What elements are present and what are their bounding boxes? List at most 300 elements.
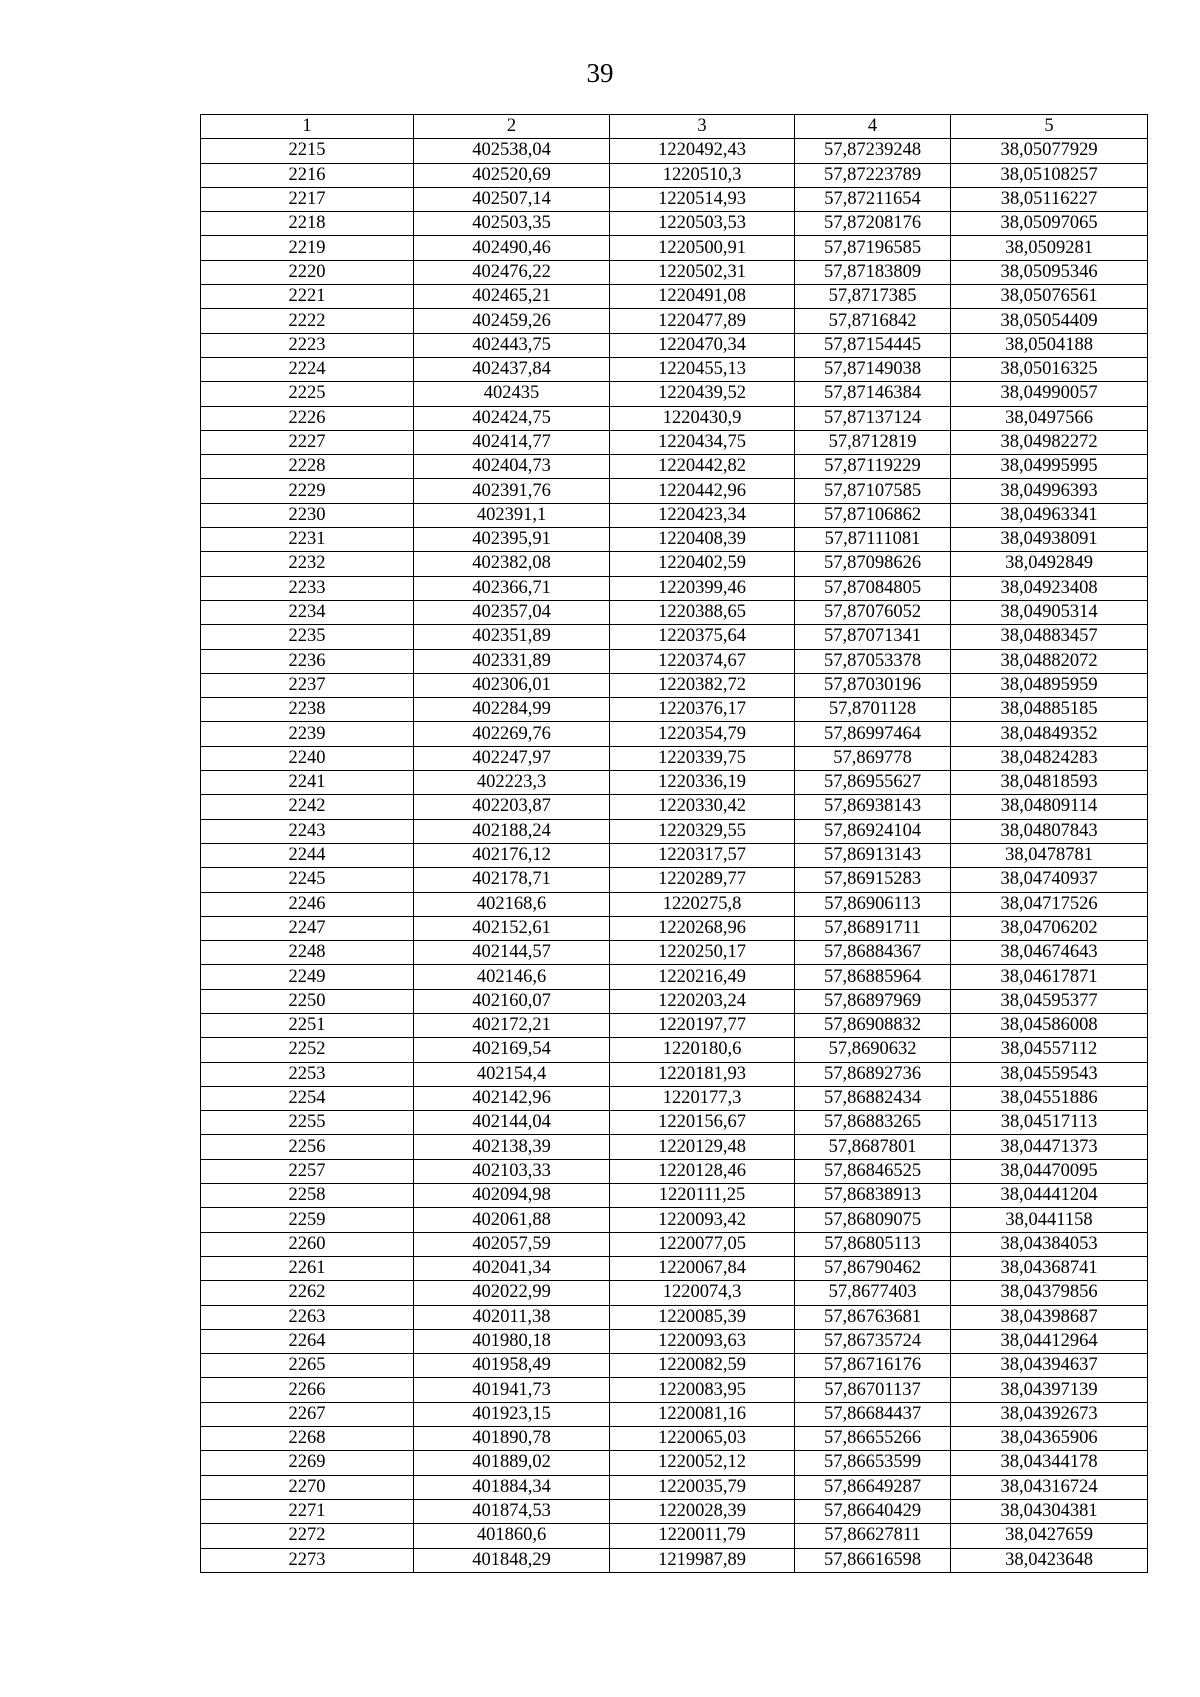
cell-latitude: 57,87030196 bbox=[795, 673, 951, 697]
cell-latitude: 57,87211654 bbox=[795, 187, 951, 211]
cell-latitude: 57,86938143 bbox=[795, 795, 951, 819]
table-header bbox=[201, 115, 1148, 139]
cell-latitude: 57,87119229 bbox=[795, 455, 951, 479]
cell-longitude: 38,04895959 bbox=[951, 673, 1148, 697]
cell-latitude: 57,87098626 bbox=[795, 552, 951, 576]
column-header-1: 1 bbox=[201, 115, 414, 139]
cell-x-coordinate: 402154,4 bbox=[414, 1062, 610, 1086]
cell-point-number: 2228 bbox=[201, 455, 414, 479]
cell-longitude: 38,05076561 bbox=[951, 285, 1148, 309]
cell-latitude: 57,87111081 bbox=[795, 528, 951, 552]
table-row bbox=[201, 625, 1148, 649]
cell-latitude: 57,8677403 bbox=[795, 1281, 951, 1305]
cell-longitude: 38,04412964 bbox=[951, 1329, 1148, 1353]
cell-point-number: 2263 bbox=[201, 1305, 414, 1329]
cell-x-coordinate: 402061,88 bbox=[414, 1208, 610, 1232]
cell-x-coordinate: 401958,49 bbox=[414, 1354, 610, 1378]
cell-x-coordinate: 402269,76 bbox=[414, 722, 610, 746]
cell-y-coordinate: 1220216,49 bbox=[610, 965, 795, 989]
cell-x-coordinate: 402443,75 bbox=[414, 333, 610, 357]
table-row bbox=[201, 916, 1148, 940]
cell-x-coordinate: 402172,21 bbox=[414, 1013, 610, 1037]
cell-y-coordinate: 1220083,95 bbox=[610, 1378, 795, 1402]
cell-point-number: 2234 bbox=[201, 600, 414, 624]
cell-longitude: 38,04304381 bbox=[951, 1499, 1148, 1523]
table-row bbox=[201, 1451, 1148, 1475]
table-row bbox=[201, 1548, 1148, 1572]
table-row bbox=[201, 1378, 1148, 1402]
table-row bbox=[201, 1062, 1148, 1086]
cell-latitude: 57,8690632 bbox=[795, 1038, 951, 1062]
cell-x-coordinate: 402094,98 bbox=[414, 1184, 610, 1208]
table-row bbox=[201, 649, 1148, 673]
cell-point-number: 2224 bbox=[201, 357, 414, 381]
cell-point-number: 2221 bbox=[201, 285, 414, 309]
cell-longitude: 38,05077929 bbox=[951, 139, 1148, 163]
cell-y-coordinate: 1220203,24 bbox=[610, 989, 795, 1013]
cell-point-number: 2261 bbox=[201, 1256, 414, 1280]
cell-latitude: 57,86735724 bbox=[795, 1329, 951, 1353]
cell-point-number: 2218 bbox=[201, 212, 414, 236]
table-row bbox=[201, 722, 1148, 746]
table-row bbox=[201, 479, 1148, 503]
cell-latitude: 57,87053378 bbox=[795, 649, 951, 673]
cell-x-coordinate: 402188,24 bbox=[414, 819, 610, 843]
cell-x-coordinate: 401923,15 bbox=[414, 1402, 610, 1426]
cell-latitude: 57,86790462 bbox=[795, 1256, 951, 1280]
cell-latitude: 57,87223789 bbox=[795, 163, 951, 187]
cell-point-number: 2243 bbox=[201, 819, 414, 843]
cell-longitude: 38,04990057 bbox=[951, 382, 1148, 406]
cell-point-number: 2237 bbox=[201, 673, 414, 697]
cell-y-coordinate: 1220093,42 bbox=[610, 1208, 795, 1232]
cell-latitude: 57,86906113 bbox=[795, 892, 951, 916]
cell-latitude: 57,87239248 bbox=[795, 139, 951, 163]
cell-point-number: 2251 bbox=[201, 1013, 414, 1037]
cell-latitude: 57,87071341 bbox=[795, 625, 951, 649]
cell-y-coordinate: 1220455,13 bbox=[610, 357, 795, 381]
cell-latitude: 57,86838913 bbox=[795, 1184, 951, 1208]
cell-point-number: 2227 bbox=[201, 430, 414, 454]
cell-point-number: 2244 bbox=[201, 843, 414, 867]
cell-x-coordinate: 401860,6 bbox=[414, 1524, 610, 1548]
cell-latitude: 57,869778 bbox=[795, 746, 951, 770]
table-row bbox=[201, 1475, 1148, 1499]
cell-y-coordinate: 1220430,9 bbox=[610, 406, 795, 430]
cell-x-coordinate: 402144,04 bbox=[414, 1111, 610, 1135]
cell-x-coordinate: 402057,59 bbox=[414, 1232, 610, 1256]
cell-y-coordinate: 1220074,3 bbox=[610, 1281, 795, 1305]
table-row bbox=[201, 503, 1148, 527]
cell-x-coordinate: 402351,89 bbox=[414, 625, 610, 649]
cell-y-coordinate: 1220035,79 bbox=[610, 1475, 795, 1499]
cell-x-coordinate: 402178,71 bbox=[414, 868, 610, 892]
cell-latitude: 57,8687801 bbox=[795, 1135, 951, 1159]
cell-y-coordinate: 1220077,05 bbox=[610, 1232, 795, 1256]
cell-y-coordinate: 1220503,53 bbox=[610, 212, 795, 236]
cell-y-coordinate: 1220399,46 bbox=[610, 576, 795, 600]
cell-latitude: 57,86924104 bbox=[795, 819, 951, 843]
cell-y-coordinate: 1220514,93 bbox=[610, 187, 795, 211]
cell-latitude: 57,86891711 bbox=[795, 916, 951, 940]
cell-x-coordinate: 402203,87 bbox=[414, 795, 610, 819]
cell-point-number: 2223 bbox=[201, 333, 414, 357]
cell-y-coordinate: 1220423,34 bbox=[610, 503, 795, 527]
cell-longitude: 38,04938091 bbox=[951, 528, 1148, 552]
table-row bbox=[201, 1524, 1148, 1548]
cell-point-number: 2238 bbox=[201, 698, 414, 722]
cell-point-number: 2257 bbox=[201, 1159, 414, 1183]
table-row bbox=[201, 1232, 1148, 1256]
cell-longitude: 38,04905314 bbox=[951, 600, 1148, 624]
cell-x-coordinate: 402538,04 bbox=[414, 139, 610, 163]
cell-x-coordinate: 402223,3 bbox=[414, 771, 610, 795]
cell-y-coordinate: 1220181,93 bbox=[610, 1062, 795, 1086]
table-row bbox=[201, 309, 1148, 333]
cell-latitude: 57,86846525 bbox=[795, 1159, 951, 1183]
table-row bbox=[201, 163, 1148, 187]
cell-longitude: 38,04397139 bbox=[951, 1378, 1148, 1402]
cell-point-number: 2220 bbox=[201, 260, 414, 284]
table-row bbox=[201, 1208, 1148, 1232]
table-body bbox=[201, 139, 1148, 1573]
cell-x-coordinate: 401884,34 bbox=[414, 1475, 610, 1499]
cell-longitude: 38,04824283 bbox=[951, 746, 1148, 770]
cell-longitude: 38,05108257 bbox=[951, 163, 1148, 187]
cell-longitude: 38,05016325 bbox=[951, 357, 1148, 381]
cell-y-coordinate: 1220180,6 bbox=[610, 1038, 795, 1062]
cell-x-coordinate: 401874,53 bbox=[414, 1499, 610, 1523]
cell-y-coordinate: 1220268,96 bbox=[610, 916, 795, 940]
cell-longitude: 38,04551886 bbox=[951, 1086, 1148, 1110]
cell-longitude: 38,04379856 bbox=[951, 1281, 1148, 1305]
cell-x-coordinate: 402022,99 bbox=[414, 1281, 610, 1305]
cell-x-coordinate: 402476,22 bbox=[414, 260, 610, 284]
cell-y-coordinate: 1220442,82 bbox=[610, 455, 795, 479]
cell-y-coordinate: 1220382,72 bbox=[610, 673, 795, 697]
cell-latitude: 57,86997464 bbox=[795, 722, 951, 746]
table-row bbox=[201, 576, 1148, 600]
cell-point-number: 2249 bbox=[201, 965, 414, 989]
cell-latitude: 57,86649287 bbox=[795, 1475, 951, 1499]
cell-y-coordinate: 1220081,16 bbox=[610, 1402, 795, 1426]
cell-x-coordinate: 402414,77 bbox=[414, 430, 610, 454]
cell-point-number: 2256 bbox=[201, 1135, 414, 1159]
cell-x-coordinate: 401889,02 bbox=[414, 1451, 610, 1475]
cell-y-coordinate: 1220354,79 bbox=[610, 722, 795, 746]
cell-latitude: 57,87084805 bbox=[795, 576, 951, 600]
cell-longitude: 38,04365906 bbox=[951, 1427, 1148, 1451]
table-row bbox=[201, 819, 1148, 843]
cell-longitude: 38,0492849 bbox=[951, 552, 1148, 576]
cell-longitude: 38,05116227 bbox=[951, 187, 1148, 211]
cell-y-coordinate: 1220442,96 bbox=[610, 479, 795, 503]
table-row bbox=[201, 552, 1148, 576]
cell-point-number: 2239 bbox=[201, 722, 414, 746]
cell-y-coordinate: 1220156,67 bbox=[610, 1111, 795, 1135]
cell-y-coordinate: 1220275,8 bbox=[610, 892, 795, 916]
cell-latitude: 57,87154445 bbox=[795, 333, 951, 357]
cell-y-coordinate: 1220250,17 bbox=[610, 941, 795, 965]
cell-x-coordinate: 402503,35 bbox=[414, 212, 610, 236]
table-row bbox=[201, 236, 1148, 260]
cell-latitude: 57,86915283 bbox=[795, 868, 951, 892]
cell-latitude: 57,86883265 bbox=[795, 1111, 951, 1135]
cell-longitude: 38,05097065 bbox=[951, 212, 1148, 236]
cell-point-number: 2225 bbox=[201, 382, 414, 406]
cell-latitude: 57,86655266 bbox=[795, 1427, 951, 1451]
cell-point-number: 2273 bbox=[201, 1548, 414, 1572]
table-row bbox=[201, 746, 1148, 770]
cell-longitude: 38,04996393 bbox=[951, 479, 1148, 503]
cell-latitude: 57,86897969 bbox=[795, 989, 951, 1013]
cell-latitude: 57,86955627 bbox=[795, 771, 951, 795]
cell-point-number: 2265 bbox=[201, 1354, 414, 1378]
cell-y-coordinate: 1220111,25 bbox=[610, 1184, 795, 1208]
cell-y-coordinate: 1220093,63 bbox=[610, 1329, 795, 1353]
table-row bbox=[201, 260, 1148, 284]
cell-point-number: 2215 bbox=[201, 139, 414, 163]
cell-latitude: 57,87106862 bbox=[795, 503, 951, 527]
cell-latitude: 57,86805113 bbox=[795, 1232, 951, 1256]
cell-y-coordinate: 1220330,42 bbox=[610, 795, 795, 819]
cell-point-number: 2259 bbox=[201, 1208, 414, 1232]
cell-latitude: 57,87107585 bbox=[795, 479, 951, 503]
table-row bbox=[201, 1086, 1148, 1110]
cell-longitude: 38,04885185 bbox=[951, 698, 1148, 722]
cell-x-coordinate: 402366,71 bbox=[414, 576, 610, 600]
cell-latitude: 57,87196585 bbox=[795, 236, 951, 260]
cell-longitude: 38,04595377 bbox=[951, 989, 1148, 1013]
cell-point-number: 2226 bbox=[201, 406, 414, 430]
table-row bbox=[201, 1256, 1148, 1280]
cell-longitude: 38,04586008 bbox=[951, 1013, 1148, 1037]
cell-longitude: 38,04617871 bbox=[951, 965, 1148, 989]
cell-point-number: 2264 bbox=[201, 1329, 414, 1353]
cell-point-number: 2254 bbox=[201, 1086, 414, 1110]
cell-longitude: 38,04316724 bbox=[951, 1475, 1148, 1499]
cell-point-number: 2248 bbox=[201, 941, 414, 965]
cell-y-coordinate: 1220065,03 bbox=[610, 1427, 795, 1451]
cell-y-coordinate: 1220376,17 bbox=[610, 698, 795, 722]
cell-latitude: 57,86640429 bbox=[795, 1499, 951, 1523]
cell-longitude: 38,05054409 bbox=[951, 309, 1148, 333]
table-row bbox=[201, 1159, 1148, 1183]
cell-longitude: 38,0423648 bbox=[951, 1548, 1148, 1572]
cell-latitude: 57,87208176 bbox=[795, 212, 951, 236]
cell-y-coordinate: 1220492,43 bbox=[610, 139, 795, 163]
cell-longitude: 38,04392673 bbox=[951, 1402, 1148, 1426]
table-row bbox=[201, 1329, 1148, 1353]
cell-x-coordinate: 402435 bbox=[414, 382, 610, 406]
table-row bbox=[201, 673, 1148, 697]
cell-point-number: 2245 bbox=[201, 868, 414, 892]
column-header-2: 2 bbox=[414, 115, 610, 139]
cell-longitude: 38,04849352 bbox=[951, 722, 1148, 746]
cell-x-coordinate: 402357,04 bbox=[414, 600, 610, 624]
cell-point-number: 2258 bbox=[201, 1184, 414, 1208]
cell-x-coordinate: 402465,21 bbox=[414, 285, 610, 309]
cell-y-coordinate: 1220067,84 bbox=[610, 1256, 795, 1280]
cell-longitude: 38,04717526 bbox=[951, 892, 1148, 916]
cell-x-coordinate: 401848,29 bbox=[414, 1548, 610, 1572]
cell-y-coordinate: 1220329,55 bbox=[610, 819, 795, 843]
cell-y-coordinate: 1220374,67 bbox=[610, 649, 795, 673]
table-row bbox=[201, 965, 1148, 989]
cell-y-coordinate: 1220388,65 bbox=[610, 600, 795, 624]
cell-longitude: 38,04394637 bbox=[951, 1354, 1148, 1378]
cell-point-number: 2266 bbox=[201, 1378, 414, 1402]
cell-longitude: 38,04883457 bbox=[951, 625, 1148, 649]
column-header-3: 3 bbox=[610, 115, 795, 139]
cell-y-coordinate: 1220128,46 bbox=[610, 1159, 795, 1183]
cell-point-number: 2216 bbox=[201, 163, 414, 187]
cell-point-number: 2267 bbox=[201, 1402, 414, 1426]
cell-longitude: 38,0497566 bbox=[951, 406, 1148, 430]
table-row bbox=[201, 1038, 1148, 1062]
cell-point-number: 2219 bbox=[201, 236, 414, 260]
cell-y-coordinate: 1220339,75 bbox=[610, 746, 795, 770]
cell-longitude: 38,04923408 bbox=[951, 576, 1148, 600]
table-row bbox=[201, 430, 1148, 454]
table-row bbox=[201, 600, 1148, 624]
cell-longitude: 38,04559543 bbox=[951, 1062, 1148, 1086]
cell-x-coordinate: 402391,76 bbox=[414, 479, 610, 503]
cell-point-number: 2231 bbox=[201, 528, 414, 552]
cell-point-number: 2271 bbox=[201, 1499, 414, 1523]
table-row bbox=[201, 455, 1148, 479]
cell-longitude: 38,04982272 bbox=[951, 430, 1148, 454]
cell-y-coordinate: 1220317,57 bbox=[610, 843, 795, 867]
cell-point-number: 2250 bbox=[201, 989, 414, 1013]
cell-longitude: 38,0427659 bbox=[951, 1524, 1148, 1548]
cell-point-number: 2230 bbox=[201, 503, 414, 527]
cell-x-coordinate: 402331,89 bbox=[414, 649, 610, 673]
cell-latitude: 57,8716842 bbox=[795, 309, 951, 333]
cell-latitude: 57,87146384 bbox=[795, 382, 951, 406]
cell-point-number: 2269 bbox=[201, 1451, 414, 1475]
cell-point-number: 2268 bbox=[201, 1427, 414, 1451]
table-row bbox=[201, 892, 1148, 916]
cell-x-coordinate: 402437,84 bbox=[414, 357, 610, 381]
cell-longitude: 38,0478781 bbox=[951, 843, 1148, 867]
header-row bbox=[201, 115, 1148, 139]
cell-latitude: 57,86627811 bbox=[795, 1524, 951, 1548]
cell-x-coordinate: 402395,91 bbox=[414, 528, 610, 552]
cell-longitude: 38,04740937 bbox=[951, 868, 1148, 892]
cell-latitude: 57,8712819 bbox=[795, 430, 951, 454]
cell-latitude: 57,86809075 bbox=[795, 1208, 951, 1232]
cell-latitude: 57,86908832 bbox=[795, 1013, 951, 1037]
cell-y-coordinate: 1220052,12 bbox=[610, 1451, 795, 1475]
cell-x-coordinate: 402459,26 bbox=[414, 309, 610, 333]
cell-y-coordinate: 1220439,52 bbox=[610, 382, 795, 406]
table-row bbox=[201, 1135, 1148, 1159]
table-row bbox=[201, 771, 1148, 795]
cell-x-coordinate: 402176,12 bbox=[414, 843, 610, 867]
cell-point-number: 2252 bbox=[201, 1038, 414, 1062]
page-number: 39 bbox=[586, 58, 614, 88]
cell-latitude: 57,87137124 bbox=[795, 406, 951, 430]
cell-longitude: 38,04995995 bbox=[951, 455, 1148, 479]
cell-y-coordinate: 1220510,3 bbox=[610, 163, 795, 187]
cell-x-coordinate: 402146,6 bbox=[414, 965, 610, 989]
table-row bbox=[201, 989, 1148, 1013]
cell-y-coordinate: 1220500,91 bbox=[610, 236, 795, 260]
cell-point-number: 2272 bbox=[201, 1524, 414, 1548]
cell-point-number: 2232 bbox=[201, 552, 414, 576]
column-header-5: 5 bbox=[951, 115, 1148, 139]
cell-y-coordinate: 1220408,39 bbox=[610, 528, 795, 552]
cell-y-coordinate: 1220502,31 bbox=[610, 260, 795, 284]
cell-point-number: 2247 bbox=[201, 916, 414, 940]
cell-x-coordinate: 402391,1 bbox=[414, 503, 610, 527]
cell-longitude: 38,04963341 bbox=[951, 503, 1148, 527]
cell-x-coordinate: 402160,07 bbox=[414, 989, 610, 1013]
cell-y-coordinate: 1220129,48 bbox=[610, 1135, 795, 1159]
cell-y-coordinate: 1220491,08 bbox=[610, 285, 795, 309]
cell-y-coordinate: 1220336,19 bbox=[610, 771, 795, 795]
cell-x-coordinate: 402306,01 bbox=[414, 673, 610, 697]
cell-longitude: 38,04706202 bbox=[951, 916, 1148, 940]
cell-x-coordinate: 402169,54 bbox=[414, 1038, 610, 1062]
cell-point-number: 2246 bbox=[201, 892, 414, 916]
cell-latitude: 57,87183809 bbox=[795, 260, 951, 284]
table-row bbox=[201, 795, 1148, 819]
cell-latitude: 57,86885964 bbox=[795, 965, 951, 989]
table-row bbox=[201, 1402, 1148, 1426]
cell-longitude: 38,04384053 bbox=[951, 1232, 1148, 1256]
table-row bbox=[201, 1184, 1148, 1208]
cell-x-coordinate: 402168,6 bbox=[414, 892, 610, 916]
cell-point-number: 2222 bbox=[201, 309, 414, 333]
cell-longitude: 38,04470095 bbox=[951, 1159, 1148, 1183]
table-row bbox=[201, 941, 1148, 965]
cell-latitude: 57,86882434 bbox=[795, 1086, 951, 1110]
cell-latitude: 57,86913143 bbox=[795, 843, 951, 867]
cell-point-number: 2255 bbox=[201, 1111, 414, 1135]
cell-longitude: 38,04882072 bbox=[951, 649, 1148, 673]
cell-point-number: 2235 bbox=[201, 625, 414, 649]
coordinates-table bbox=[200, 114, 1148, 1573]
cell-latitude: 57,86884367 bbox=[795, 941, 951, 965]
cell-point-number: 2242 bbox=[201, 795, 414, 819]
cell-point-number: 2217 bbox=[201, 187, 414, 211]
cell-latitude: 57,8701128 bbox=[795, 698, 951, 722]
cell-y-coordinate: 1220028,39 bbox=[610, 1499, 795, 1523]
cell-point-number: 2260 bbox=[201, 1232, 414, 1256]
table-row bbox=[201, 1499, 1148, 1523]
cell-x-coordinate: 402142,96 bbox=[414, 1086, 610, 1110]
cell-x-coordinate: 402424,75 bbox=[414, 406, 610, 430]
cell-latitude: 57,87149038 bbox=[795, 357, 951, 381]
cell-longitude: 38,04557112 bbox=[951, 1038, 1148, 1062]
cell-latitude: 57,86616598 bbox=[795, 1548, 951, 1572]
cell-y-coordinate: 1220011,79 bbox=[610, 1524, 795, 1548]
cell-x-coordinate: 402404,73 bbox=[414, 455, 610, 479]
cell-x-coordinate: 401890,78 bbox=[414, 1427, 610, 1451]
cell-longitude: 38,05095346 bbox=[951, 260, 1148, 284]
cell-point-number: 2241 bbox=[201, 771, 414, 795]
table-row bbox=[201, 843, 1148, 867]
column-header-4: 4 bbox=[795, 115, 951, 139]
cell-x-coordinate: 402247,97 bbox=[414, 746, 610, 770]
table-row bbox=[201, 285, 1148, 309]
cell-point-number: 2253 bbox=[201, 1062, 414, 1086]
cell-y-coordinate: 1220177,3 bbox=[610, 1086, 795, 1110]
cell-y-coordinate: 1220082,59 bbox=[610, 1354, 795, 1378]
table-row bbox=[201, 1427, 1148, 1451]
